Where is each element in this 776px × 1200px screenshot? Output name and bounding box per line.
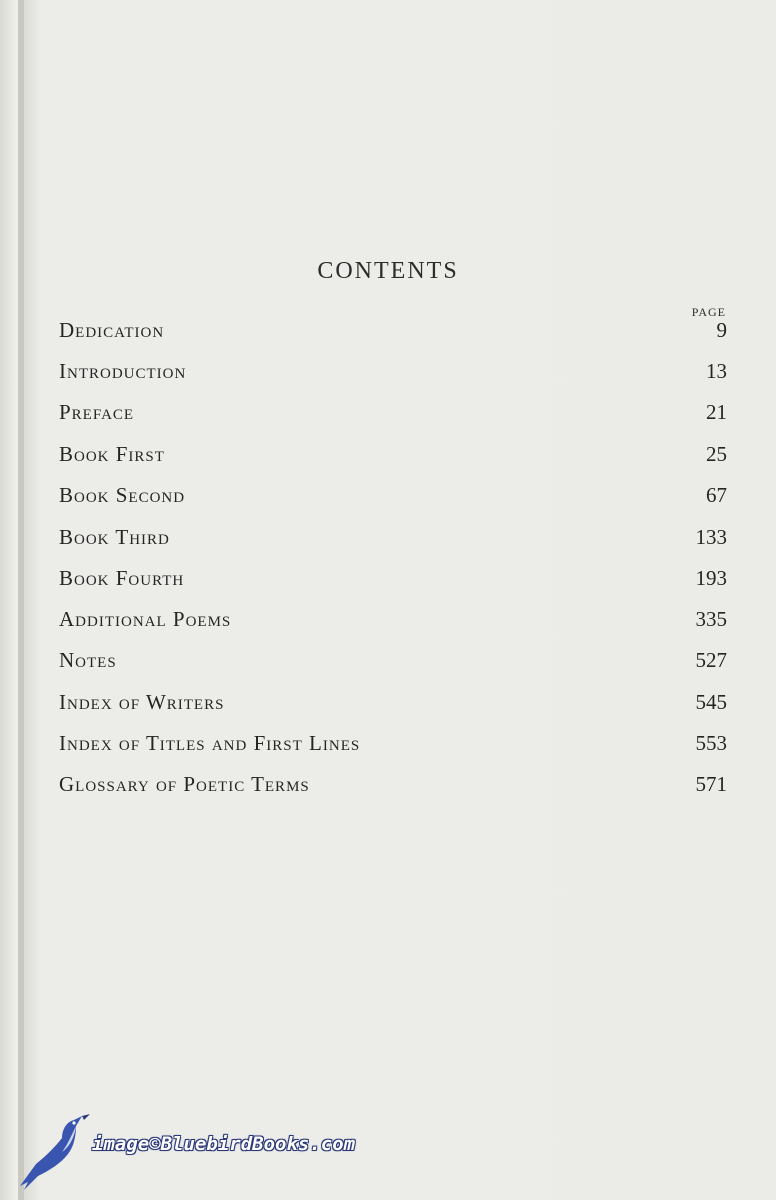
entry-page: 21 — [706, 400, 727, 424]
entry-page: 13 — [706, 359, 727, 383]
entry-label: Additional Poems — [59, 607, 232, 631]
entry-page: 193 — [695, 566, 727, 590]
entry-page: 67 — [706, 483, 727, 507]
entry-label: Book First — [59, 442, 165, 466]
entry-label: Glossary of Poetic Terms — [59, 772, 310, 796]
entry-page: 133 — [695, 525, 727, 549]
entry-page: 545 — [695, 690, 727, 714]
list-item — [59, 607, 727, 637]
entry-page: 335 — [695, 607, 727, 631]
list-item — [59, 483, 727, 513]
list-item — [59, 772, 727, 802]
entry-page: 25 — [706, 442, 727, 466]
watermark-text: image©BluebirdBooks.com — [92, 1133, 356, 1155]
list-item — [59, 442, 727, 472]
list-item — [59, 690, 727, 720]
entry-label: Index of Writers — [59, 690, 225, 714]
entry-label: Notes — [59, 648, 117, 672]
page-gutter — [18, 0, 24, 1200]
entry-page: 9 — [716, 318, 727, 342]
entry-label: Introduction — [59, 359, 187, 383]
entry-label: Preface — [59, 400, 135, 424]
entry-label: Book Fourth — [59, 566, 185, 590]
list-item — [59, 400, 727, 430]
entry-label: Index of Titles and First Lines — [59, 731, 361, 755]
entry-label: Dedication — [59, 318, 165, 342]
entry-page: 527 — [695, 648, 727, 672]
page-column-label: PAGE — [691, 305, 726, 319]
list-item — [59, 731, 727, 761]
list-item — [59, 566, 727, 596]
entry-page: 553 — [695, 731, 727, 755]
list-item — [59, 648, 727, 678]
page-title: CONTENTS — [317, 258, 459, 284]
list-item — [59, 359, 727, 389]
entry-label: Book Second — [59, 483, 186, 507]
list-item — [59, 525, 727, 555]
list-item — [59, 318, 727, 348]
entry-label: Book Third — [59, 525, 170, 549]
entry-page: 571 — [695, 772, 727, 796]
